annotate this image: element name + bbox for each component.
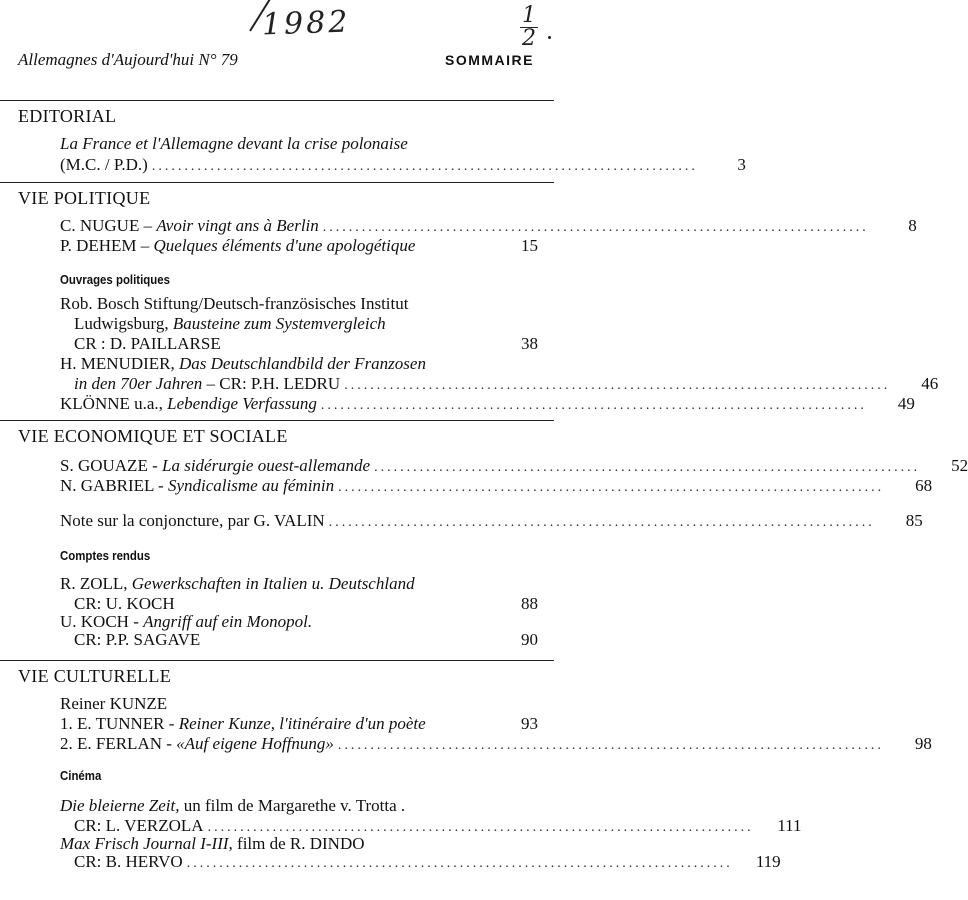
section-rule [0, 420, 554, 421]
leader-dots: .................................................................................... [186, 856, 733, 871]
entry-title: Bausteine zum Systemvergleich [172, 314, 386, 333]
page-number: 93 [521, 714, 538, 733]
entry-title: Reiner Kunze, l'itinéraire d'un poète [178, 714, 426, 733]
handwritten-fraction [512, 3, 546, 51]
page-number: 52 [951, 456, 968, 475]
page-header [18, 50, 536, 72]
toc-entry [60, 694, 538, 714]
leader-dots: .................................................................................... [320, 398, 867, 413]
leader-dots: .................................................................................... [337, 738, 884, 753]
toc-entry [60, 476, 933, 496]
entry-reviewer: CR: B. HERVO [74, 852, 183, 871]
leader-dots: .................................................................................... [338, 480, 885, 495]
page-number: 111 [777, 816, 802, 835]
toc-entry [60, 134, 538, 154]
toc-entry [60, 236, 538, 256]
toc-entry [60, 612, 538, 632]
toc-entry [60, 216, 917, 236]
leader-dots: .................................................................................... [151, 159, 698, 174]
entry-author: Reiner KUNZE [60, 694, 168, 713]
toc-entry [60, 511, 923, 531]
entry-title: Quelques éléments d'une apologétique [153, 236, 416, 255]
entry-title: Syndicalisme au féminin [167, 476, 335, 495]
section-vie-culturelle: VIE CULTURELLE [18, 666, 172, 686]
page-number: 85 [905, 511, 923, 530]
entry-line: Rob. Bosch Stiftung/Deutsch-französisches Institut [60, 294, 409, 313]
entry-author: H. MENUDIER, [60, 354, 179, 373]
entry-reviewer: – CR: P.H. LEDRU [202, 374, 341, 393]
leader-dots: .................................................................................... [374, 460, 921, 475]
toc-entry [60, 796, 538, 816]
page-number: 49 [897, 394, 915, 413]
entry-title: Das Deutschlandbild der Franzosen [179, 354, 426, 373]
entry-title: Max Frisch Journal I-III [60, 834, 229, 853]
entry-title: La sidérurgie ouest-allemande [162, 456, 371, 475]
entry-author: P. DEHEM – [60, 236, 154, 255]
leader-dots: .................................................................................... [207, 820, 754, 835]
fraction-numerator: 1 [522, 3, 536, 28]
page-number: 46 [921, 374, 939, 393]
entry-author: KLÖNNE u.a., [60, 394, 168, 413]
page-number: 8 [908, 216, 917, 235]
entry-author: R. ZOLL, [60, 574, 132, 593]
toc-entry [60, 574, 538, 594]
handwritten-year: 1982 [261, 4, 351, 43]
leader-dots: .................................................................................... [344, 378, 891, 393]
page-number: 68 [915, 476, 933, 495]
subsection-comptes-rendus: Comptes rendus [60, 548, 151, 563]
page-number: 38 [521, 334, 538, 353]
subsection-ouvrages-politiques: Ouvrages politiques [60, 272, 170, 287]
page-number: 90 [521, 630, 538, 649]
page-number: 98 [914, 734, 932, 753]
toc-entry [60, 714, 538, 734]
section-rule [0, 100, 554, 101]
fraction-denominator: 2 [522, 26, 536, 51]
toc-entry [74, 816, 802, 836]
entry-title: «Auf eigene Hoffnung» [176, 734, 334, 753]
toc-entry [60, 394, 915, 414]
section-vie-politique: VIE POLITIQUE [18, 188, 151, 208]
section-rule [0, 182, 554, 183]
entry-author: (M.C. / P.D.) [60, 155, 148, 174]
entry-author: 2. E. FERLAN - [60, 734, 177, 753]
entry-author: N. GABRIEL - [60, 476, 168, 495]
toc-entry [60, 456, 968, 476]
sommaire-title: SOMMAIRE [445, 52, 534, 68]
toc-entry [74, 334, 538, 354]
entry-title: Die bleierne Zeit, [60, 796, 180, 815]
entry-title: Avoir vingt ans à Berlin [156, 216, 319, 235]
section-editorial: EDITORIAL [18, 106, 117, 126]
page-number: 88 [521, 594, 538, 613]
toc-entry [74, 852, 781, 872]
toc-entry [74, 314, 538, 334]
leader-dots: .................................................................................... [328, 515, 875, 530]
entry-reviewer: CR: U. KOCH [74, 594, 175, 613]
page-number: 119 [755, 852, 781, 871]
entry-title: Gewerkschaften in Italien u. Deutschland [131, 574, 415, 593]
toc-entry [60, 834, 538, 854]
entry-reviewer: CR : D. PAILLARSE [74, 334, 221, 353]
entry-author: U. KOCH - [60, 612, 144, 631]
toc-entry [60, 294, 538, 314]
entry-place: Ludwigsburg, [74, 314, 173, 333]
journal-title: Allemagnes d'Aujourd'hui N° 79 [18, 50, 238, 69]
handwritten-mark [548, 36, 551, 39]
entry-title: Angriff auf ein Monopol. [143, 612, 313, 631]
entry-author: 1. E. TUNNER - [60, 714, 179, 733]
entry-title: La France et l'Allemagne devant la crise polonaise [60, 134, 408, 153]
toc-entry [74, 374, 939, 394]
entry-author: un film de Margarethe v. Trotta . [179, 796, 406, 815]
page-number: 15 [521, 236, 538, 255]
entry-title: Note sur la conjoncture, par G. VALIN [60, 511, 325, 530]
section-vie-economique: VIE ECONOMIQUE ET SOCIALE [18, 426, 288, 446]
page-number: 3 [737, 155, 746, 174]
toc-entry [74, 594, 538, 614]
toc-entry [60, 354, 538, 374]
toc-entry [60, 155, 746, 175]
section-rule [0, 660, 554, 661]
entry-reviewer: CR: P.P. SAGAVE [74, 630, 201, 649]
entry-title: Lebendige Verfassung [167, 394, 317, 413]
toc-entry [60, 734, 932, 754]
entry-reviewer: CR: L. VERZOLA [74, 816, 204, 835]
subsection-cinema: Cinéma [60, 768, 102, 783]
toc-entry [74, 630, 538, 650]
leader-dots: .................................................................................... [322, 220, 869, 235]
entry-title: in den 70er Jahren [74, 374, 203, 393]
entry-author: C. NUGUE – [60, 216, 157, 235]
entry-author: S. GOUAZE - [60, 456, 162, 475]
entry-author: , film de R. DINDO [228, 834, 365, 853]
